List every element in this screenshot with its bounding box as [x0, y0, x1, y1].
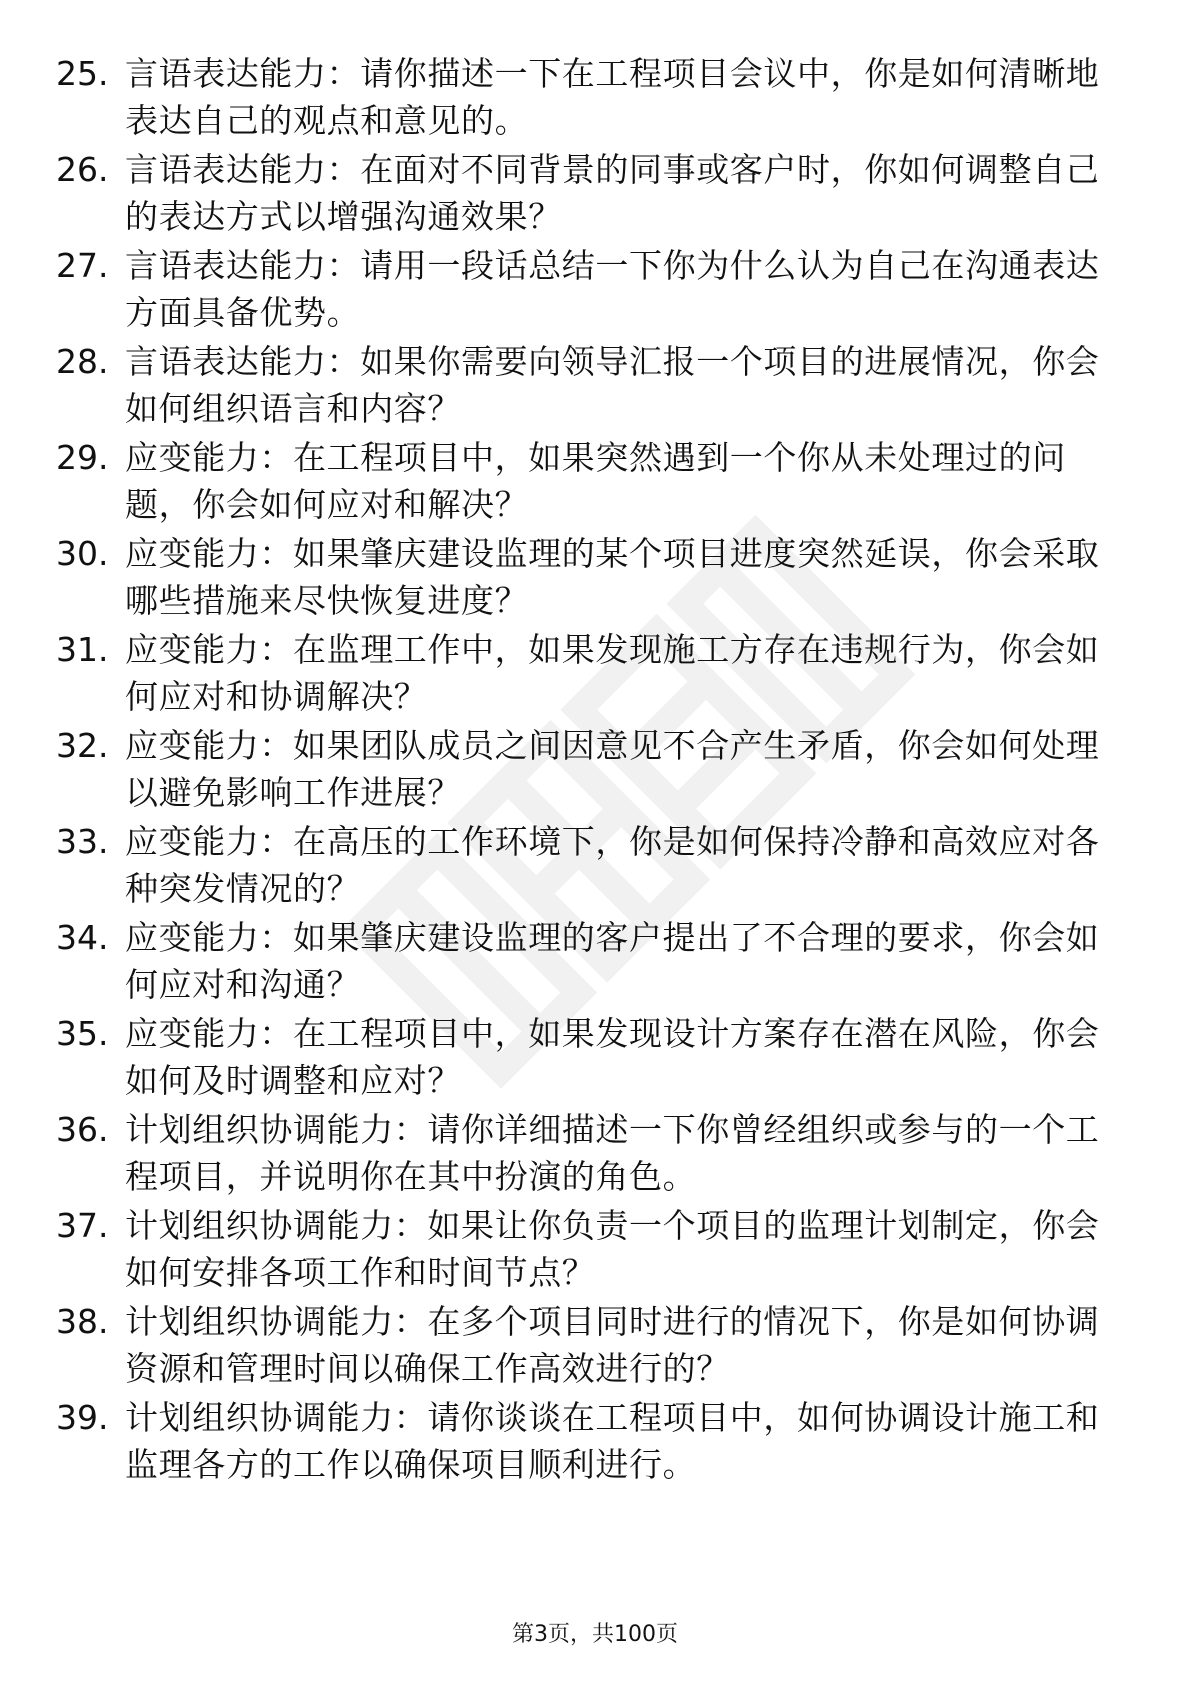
question-number: 26. [56, 150, 109, 189]
question-number: 33. [56, 822, 109, 861]
question-text: 言语表达能力：请用一段话总结一下你为什么认为自己在沟通表达方面具备优势。 [125, 246, 1100, 332]
question-text: 应变能力：如果团队成员之间因意见不合产生矛盾，你会如何处理以避免影响工作进展？ [125, 726, 1100, 812]
question-number: 39. [56, 1398, 109, 1437]
question-item [0, 626, 1190, 722]
question-item [0, 1106, 1190, 1202]
question-number: 35. [56, 1014, 109, 1053]
question-item [0, 146, 1190, 242]
question-text: 言语表达能力：在面对不同背景的同事或客户时，你如何调整自己的表达方式以增强沟通效果？ [125, 150, 1100, 236]
question-text: 应变能力：如果肇庆建设监理的某个项目进度突然延误，你会采取哪些措施来尽快恢复进度？ [125, 534, 1100, 620]
question-text: 应变能力：在监理工作中，如果发现施工方存在违规行为，你会如何应对和协调解决？ [125, 630, 1100, 716]
question-item [0, 1202, 1190, 1298]
question-item [0, 722, 1190, 818]
question-number: 38. [56, 1302, 109, 1341]
question-number: 31. [56, 630, 109, 669]
question-text: 言语表达能力：请你描述一下在工程项目会议中，你是如何清晰地表达自己的观点和意见的。 [125, 54, 1100, 140]
question-item [0, 530, 1190, 626]
question-text: 应变能力：如果肇庆建设监理的客户提出了不合理的要求，你会如何应对和沟通？ [125, 918, 1100, 1004]
question-item [0, 1394, 1190, 1490]
question-text: 计划组织协调能力：请你谈谈在工程项目中，如何协调设计施工和监理各方的工作以确保项目顺利进行。 [125, 1398, 1100, 1484]
question-number: 36. [56, 1110, 109, 1149]
question-number: 30. [56, 534, 109, 573]
question-text: 应变能力：在工程项目中，如果突然遇到一个你从未处理过的问题，你会如何应对和解决？ [125, 438, 1066, 524]
question-text: 言语表达能力：如果你需要向领导汇报一个项目的进展情况，你会如何组织语言和内容？ [125, 342, 1100, 428]
question-number: 28. [56, 342, 109, 381]
question-text: 计划组织协调能力：在多个项目同时进行的情况下，你是如何协调资源和管理时间以确保工作高效进行的？ [125, 1302, 1100, 1388]
question-item [0, 1010, 1190, 1106]
question-item [0, 818, 1190, 914]
question-number: 32. [56, 726, 109, 765]
question-item [0, 434, 1190, 530]
question-item [0, 338, 1190, 434]
question-number: 29. [56, 438, 109, 477]
question-text: 计划组织协调能力：请你详细描述一下你曾经组织或参与的一个工程项目，并说明你在其中扮演的角色。 [125, 1110, 1100, 1196]
question-item [0, 914, 1190, 1010]
question-number: 37. [56, 1206, 109, 1245]
question-text: 应变能力：在高压的工作环境下，你是如何保持冷静和高效应对各种突发情况的？ [125, 822, 1100, 908]
question-number: 34. [56, 918, 109, 957]
question-item [0, 1298, 1190, 1394]
question-item [0, 50, 1190, 146]
question-number: 27. [56, 246, 109, 285]
question-text: 计划组织协调能力：如果让你负责一个项目的监理计划制定，你会如何安排各项工作和时间节点？ [125, 1206, 1100, 1292]
question-text: 应变能力：在工程项目中，如果发现设计方案存在潜在风险，你会如何及时调整和应对？ [125, 1014, 1100, 1100]
question-item [0, 242, 1190, 338]
page-number-footer: 第3页，共100页 [512, 1622, 678, 1647]
question-number: 25. [56, 54, 109, 93]
